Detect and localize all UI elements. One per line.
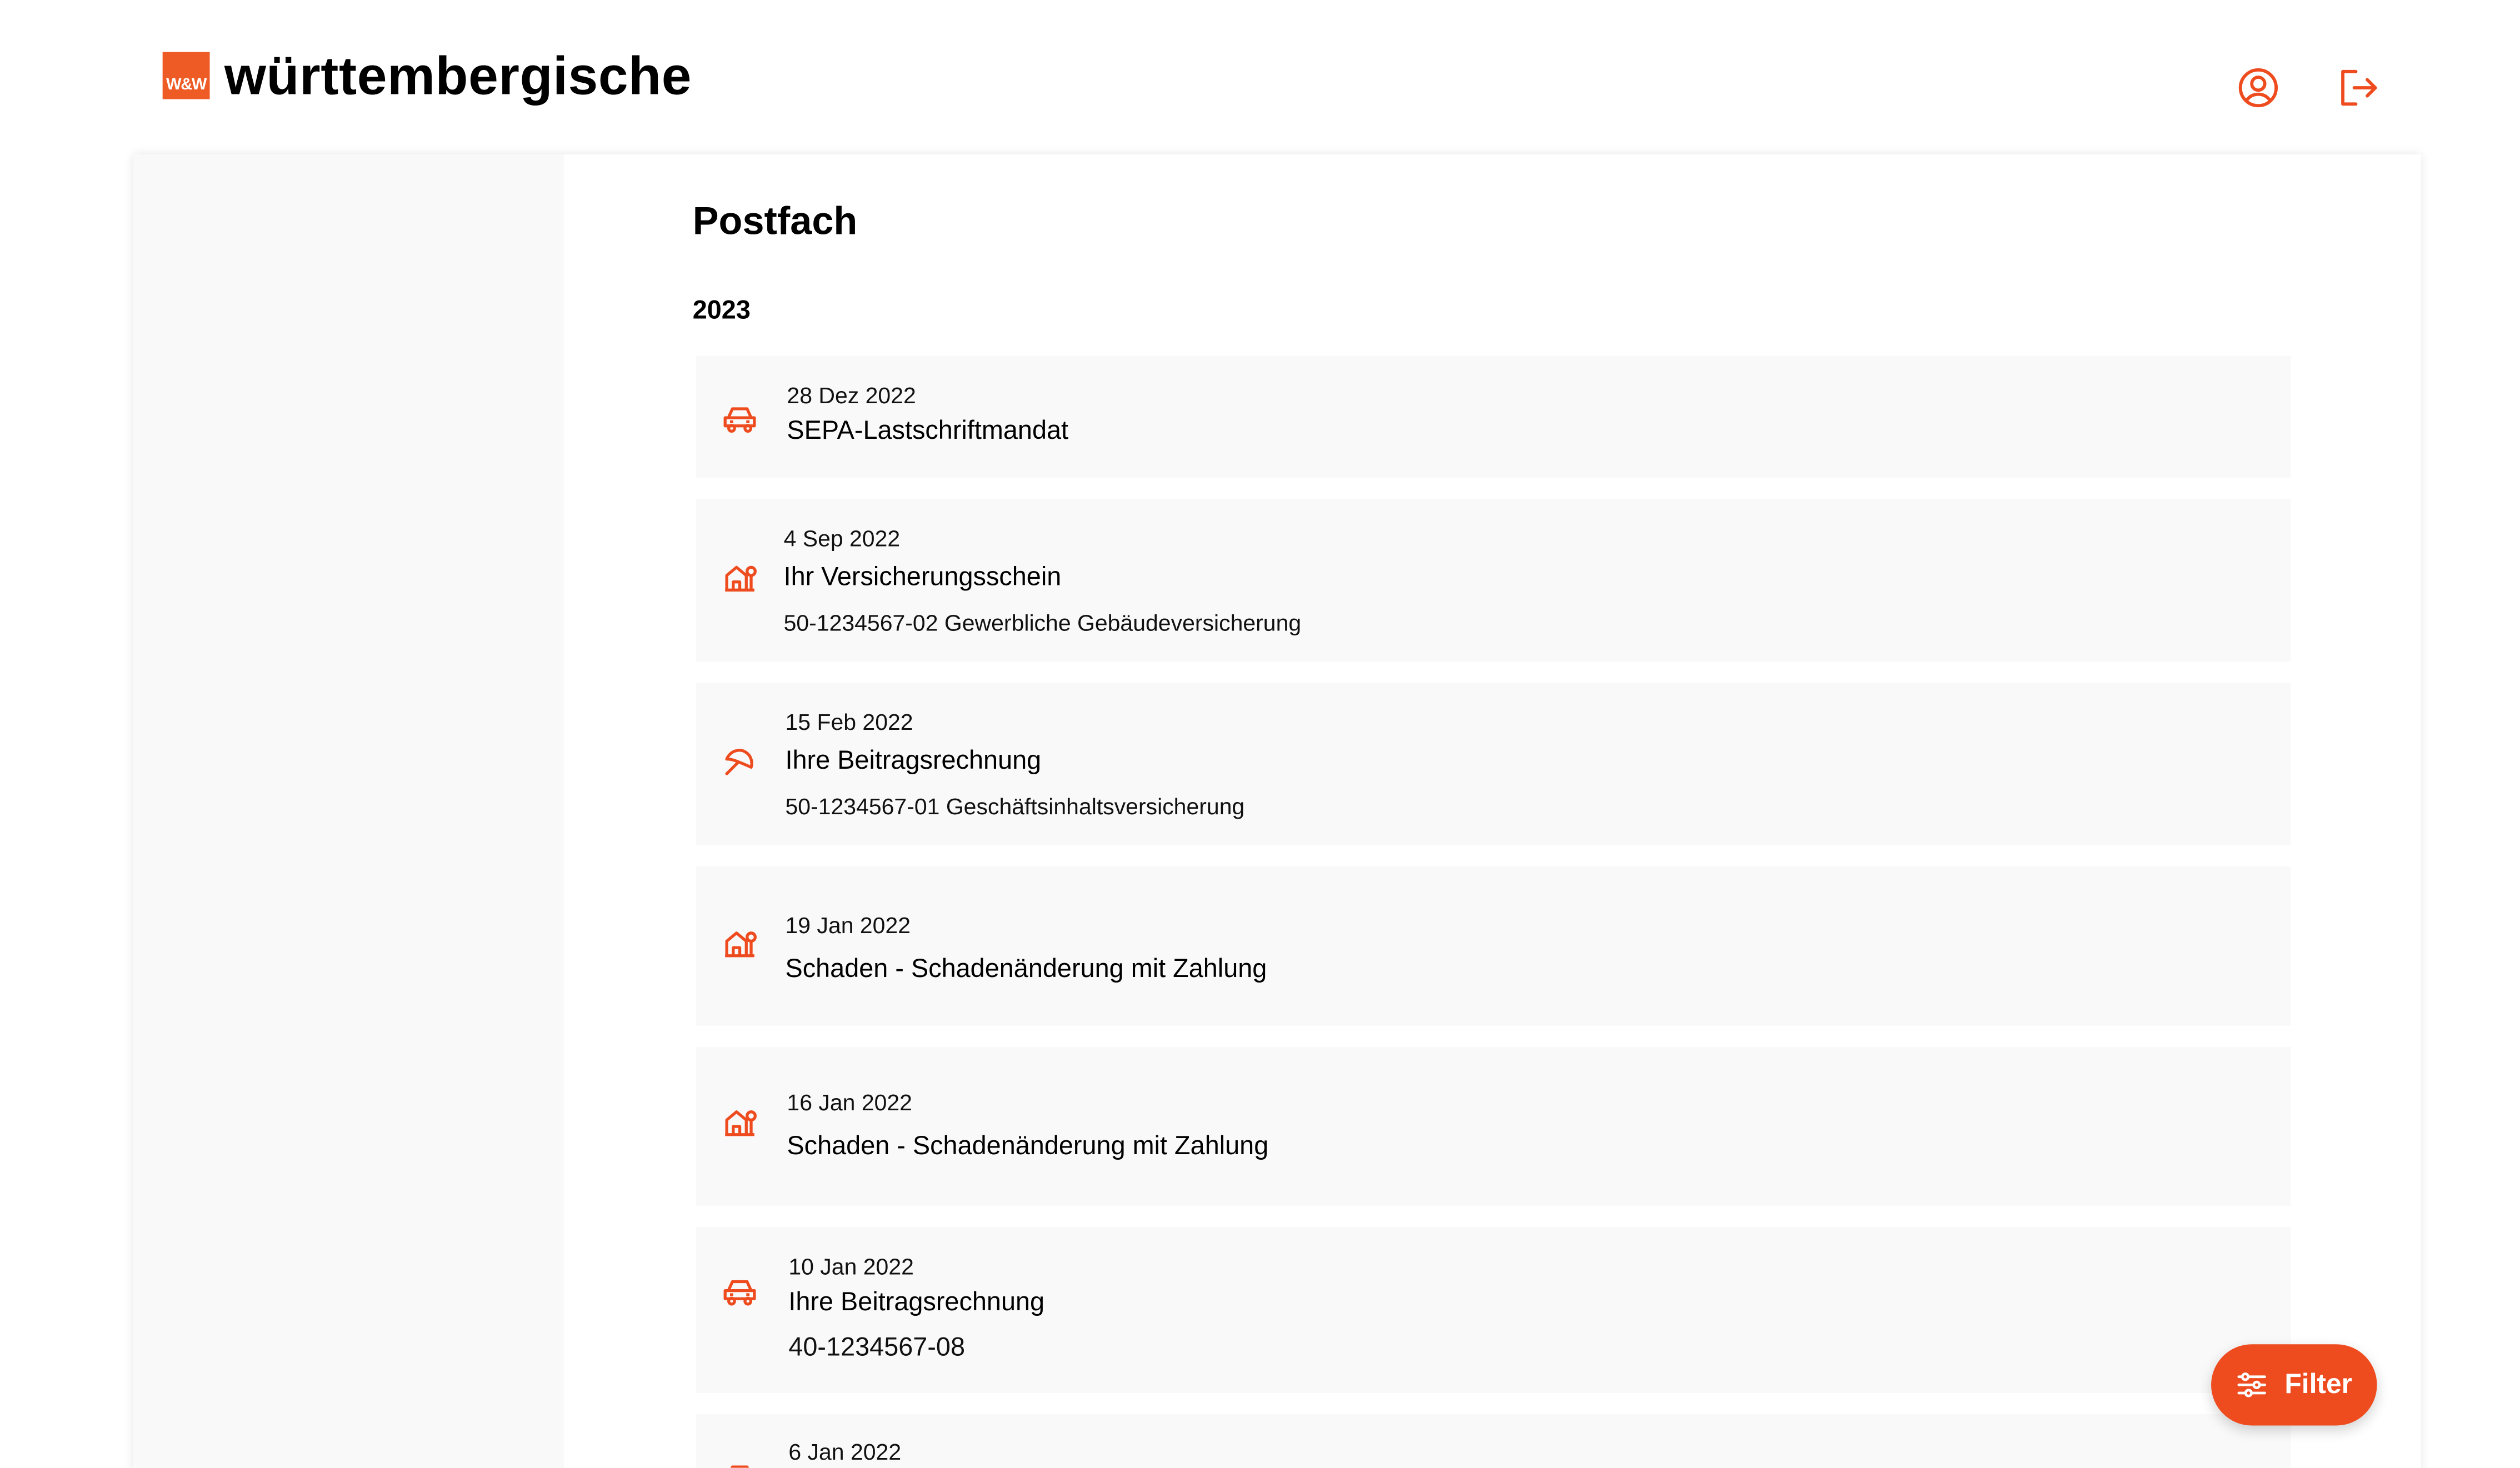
message-date: 19 Jan 2022 xyxy=(785,911,911,938)
message-title: Ihre Beitragsrechnung xyxy=(788,1289,1045,1317)
message-item[interactable] xyxy=(696,866,2291,1026)
umbrella-icon xyxy=(720,741,759,780)
car-icon xyxy=(720,398,759,437)
message-date: 10 Jan 2022 xyxy=(788,1253,914,1280)
message-item[interactable] xyxy=(696,356,2291,478)
main-panel xyxy=(133,154,2421,1468)
message-title: Schaden - Schadenänderung mit Zahlung xyxy=(785,955,1267,984)
message-date: 6 Jan 2022 xyxy=(788,1438,902,1465)
message-title: Schaden - Schadenänderung mit Zahlung xyxy=(787,1133,1269,1161)
brand-logo[interactable] xyxy=(163,45,692,106)
sliders-icon xyxy=(2236,1369,2269,1401)
logout-icon[interactable] xyxy=(2336,65,2382,111)
building-icon xyxy=(720,923,759,962)
message-item[interactable] xyxy=(696,1047,2291,1206)
year-heading: 2023 xyxy=(692,297,751,325)
brand-mark: W&W xyxy=(163,52,210,99)
car-icon xyxy=(720,1271,759,1310)
filter-label: Filter xyxy=(2284,1369,2353,1400)
message-item[interactable] xyxy=(696,683,2291,845)
filter-button[interactable] xyxy=(2211,1344,2377,1425)
message-contract: 50-1234567-01 Geschäftsinhaltsversicherung xyxy=(785,793,1245,819)
message-contract: 50-1234567-02 Gewerbliche Gebäudeversicherung xyxy=(783,609,1302,636)
message-date: 16 Jan 2022 xyxy=(787,1089,912,1115)
message-title: Ihre Beitragsrechnung xyxy=(785,748,1042,775)
page-title: Postfach xyxy=(692,199,858,244)
message-title: SEPA-Lastschriftmandat xyxy=(787,418,1069,445)
message-contract: 40-1234567-08 xyxy=(788,1334,966,1362)
sidebar xyxy=(133,154,564,1468)
message-item[interactable] xyxy=(696,1227,2291,1394)
message-date: 4 Sep 2022 xyxy=(783,525,901,552)
car-icon xyxy=(720,1456,759,1467)
message-date: 15 Feb 2022 xyxy=(785,708,913,735)
message-title: Ihr Versicherungsschein xyxy=(783,564,1062,592)
message-item[interactable] xyxy=(696,499,2291,662)
building-icon xyxy=(720,558,759,597)
building-icon xyxy=(720,1102,759,1141)
mailbox-content xyxy=(564,154,2421,1468)
brand-name: württembergische xyxy=(224,45,692,106)
message-item[interactable] xyxy=(696,1414,2291,1468)
message-date: 28 Dez 2022 xyxy=(787,382,916,408)
user-circle-icon[interactable] xyxy=(2236,65,2281,111)
